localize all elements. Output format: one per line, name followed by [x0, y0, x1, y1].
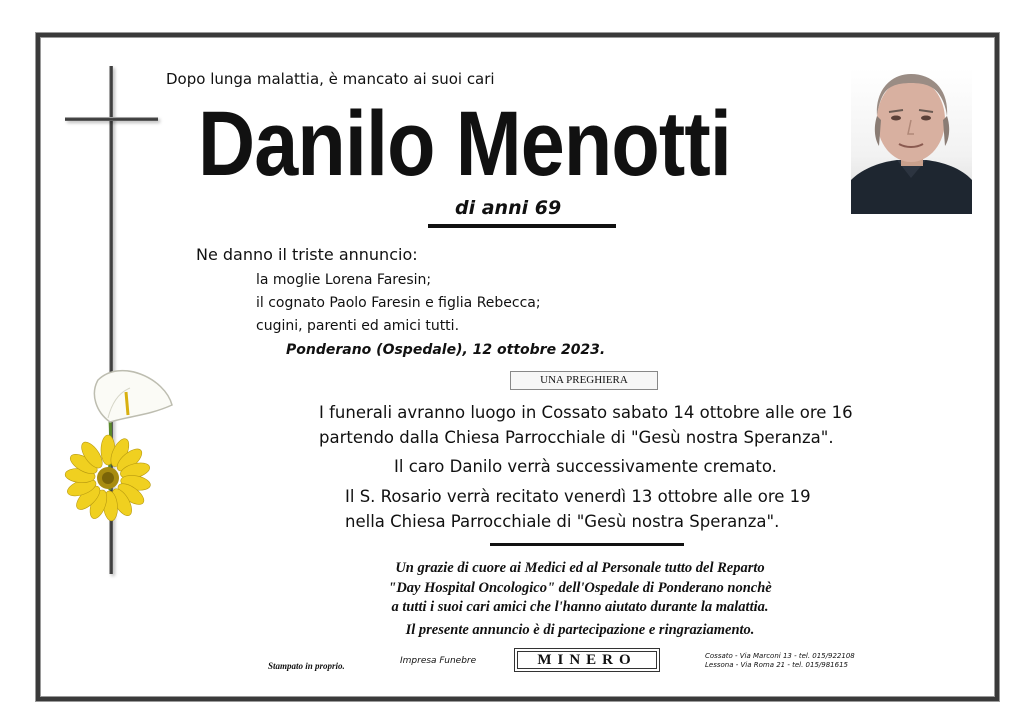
- participation-line: Il presente annuncio è di partecipazione e ringraziamento.: [405, 622, 755, 638]
- thanks-line: Un grazie di cuore ai Medici ed al Personale tutto del Reparto: [395, 560, 765, 576]
- cross-bar: [65, 117, 158, 121]
- separator: [490, 543, 684, 546]
- family-line: cugini, parenti ed amici tutti.: [256, 318, 460, 334]
- announcement-heading: Ne danno il triste annuncio:: [196, 245, 418, 264]
- printed-note: Stampato in proprio.: [268, 661, 345, 671]
- thanks-line: "Day Hospital Oncologico" dell'Ospedale di Ponderano nonchè: [388, 580, 772, 596]
- company-label: Impresa Funebre: [400, 656, 477, 666]
- family-line: la moglie Lorena Faresin;: [256, 272, 432, 288]
- funeral-line: I funerali avranno luogo in Cossato sabato 14 ottobre alle ore 16: [319, 403, 853, 422]
- age-text: di anni 69: [455, 197, 562, 219]
- prayer-button[interactable]: UNA PREGHIERA: [510, 371, 658, 390]
- place-date: Ponderano (Ospedale), 12 ottobre 2023.: [286, 342, 606, 358]
- flower-icon: [60, 360, 180, 530]
- rosary-line: Il S. Rosario verrà recitato venerdì 13 ottobre alle ore 19: [345, 487, 811, 506]
- company-logo: MINERO: [514, 648, 660, 672]
- family-line: il cognato Paolo Faresin e figlia Rebecca;: [256, 295, 541, 311]
- age-underline: [428, 224, 616, 228]
- thanks-line: a tutti i suoi cari amici che l'hanno aiutato durante la malattia.: [391, 599, 769, 615]
- funeral-line: partendo dalla Chiesa Parrocchiale di "Gesù nostra Speranza".: [319, 428, 834, 447]
- portrait-photo: [851, 68, 972, 214]
- deceased-name: Danilo Menotti: [198, 93, 731, 195]
- address-line: Cossato - Via Marconi 13 - tel. 015/922108: [705, 652, 855, 660]
- rosary-line: nella Chiesa Parrocchiale di "Gesù nostra Speranza".: [345, 512, 780, 531]
- intro-text: Dopo lunga malattia, è mancato ai suoi cari: [166, 70, 495, 88]
- cremation-line: Il caro Danilo verrà successivamente cremato.: [394, 457, 777, 476]
- address-line: Lessona - Via Roma 21 - tel. 015/981615: [705, 661, 848, 669]
